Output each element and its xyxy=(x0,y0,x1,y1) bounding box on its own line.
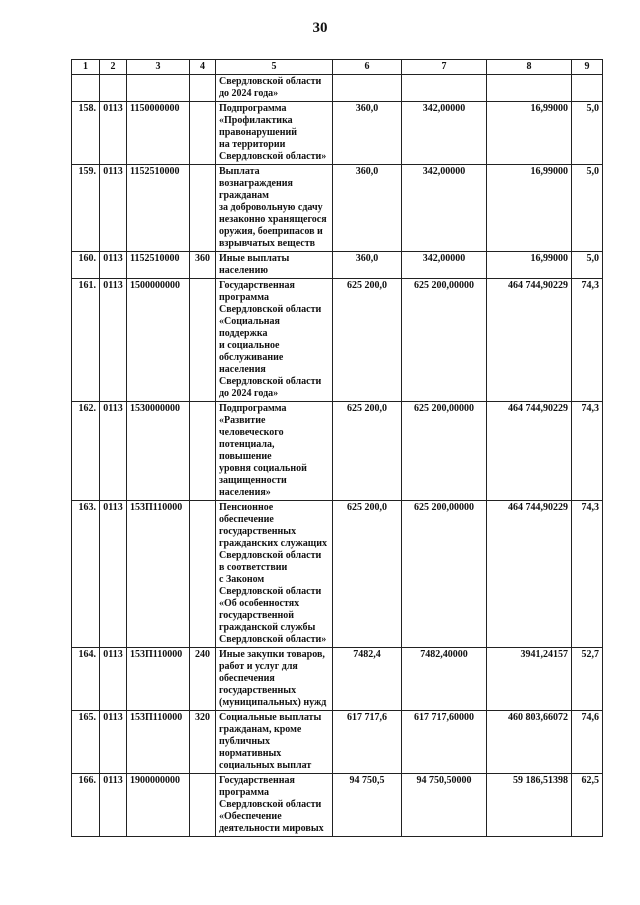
approved-amount: 342,00000 xyxy=(402,252,487,279)
approved-amount: 625 200,00000 xyxy=(402,279,487,402)
table-row xyxy=(72,501,603,648)
row-number: 161. xyxy=(72,279,100,402)
target-code: 1900000000 xyxy=(127,774,190,837)
planned-amount: 625 200,0 xyxy=(333,501,402,648)
section-code: 0113 xyxy=(100,501,127,648)
expense-type xyxy=(190,102,216,165)
target-code xyxy=(127,75,190,102)
executed-amount: 464 744,90229 xyxy=(487,402,572,501)
section-code: 0113 xyxy=(100,774,127,837)
table-row xyxy=(72,102,603,165)
page-number: 30 xyxy=(312,20,328,36)
section-code xyxy=(100,75,127,102)
expense-type: 320 xyxy=(190,711,216,774)
section-code: 0113 xyxy=(100,252,127,279)
item-name: Социальные выплаты гражданам, кроме публичных нормативных социальных выплат xyxy=(216,711,333,774)
execution-percent: 62,5 xyxy=(572,774,603,837)
item-name: Иные закупки товаров, работ и услуг для обеспечения государственных (муниципальных) нужд xyxy=(216,648,333,711)
item-name: Государственная программа Свердловской области «Социальная поддержка и социальное обслуживание населения Свердловской области до 2024 года» xyxy=(216,279,333,402)
executed-amount: 464 744,90229 xyxy=(487,501,572,648)
approved-amount xyxy=(402,75,487,102)
planned-amount: 625 200,0 xyxy=(333,402,402,501)
table-row xyxy=(72,648,603,711)
approved-amount: 94 750,50000 xyxy=(402,774,487,837)
item-name: Государственная программа Свердловской области «Обеспечение деятельности мировых xyxy=(216,774,333,837)
table-row xyxy=(72,774,603,837)
item-name: Пенсионное обеспечение государственных гражданских служащих Свердловской области в соответствии с Законом Свердловской области «Об особенностях государственной гражданской службы Свердловской области» xyxy=(216,501,333,648)
expense-type xyxy=(190,501,216,648)
column-header: 8 xyxy=(487,60,572,75)
expense-type xyxy=(190,75,216,102)
target-code: 153П110000 xyxy=(127,501,190,648)
planned-amount: 7482,4 xyxy=(333,648,402,711)
section-code: 0113 xyxy=(100,402,127,501)
item-name: Подпрограмма «Профилактика правонарушений на территории Свердловской области» xyxy=(216,102,333,165)
approved-amount: 342,00000 xyxy=(402,102,487,165)
row-number: 159. xyxy=(72,165,100,252)
execution-percent: 5,0 xyxy=(572,102,603,165)
target-code: 1152510000 xyxy=(127,252,190,279)
target-code: 153П110000 xyxy=(127,648,190,711)
executed-amount xyxy=(487,75,572,102)
executed-amount: 59 186,51398 xyxy=(487,774,572,837)
executed-amount: 3941,24157 xyxy=(487,648,572,711)
expense-type xyxy=(190,165,216,252)
table-row xyxy=(72,711,603,774)
section-code: 0113 xyxy=(100,165,127,252)
column-header: 2 xyxy=(100,60,127,75)
table-row xyxy=(72,165,603,252)
row-number: 165. xyxy=(72,711,100,774)
column-header: 3 xyxy=(127,60,190,75)
approved-amount: 617 717,60000 xyxy=(402,711,487,774)
execution-percent: 5,0 xyxy=(572,165,603,252)
row-number: 166. xyxy=(72,774,100,837)
item-name: Свердловской области до 2024 года» xyxy=(216,75,333,102)
table-header-row xyxy=(72,60,603,75)
item-name: Иные выплаты населению xyxy=(216,252,333,279)
executed-amount: 16,99000 xyxy=(487,165,572,252)
executed-amount: 16,99000 xyxy=(487,252,572,279)
planned-amount: 94 750,5 xyxy=(333,774,402,837)
target-code: 1500000000 xyxy=(127,279,190,402)
planned-amount: 617 717,6 xyxy=(333,711,402,774)
approved-amount: 625 200,00000 xyxy=(402,402,487,501)
executed-amount: 464 744,90229 xyxy=(487,279,572,402)
execution-percent: 74,3 xyxy=(572,402,603,501)
execution-percent: 5,0 xyxy=(572,252,603,279)
planned-amount: 360,0 xyxy=(333,165,402,252)
row-number: 158. xyxy=(72,102,100,165)
section-code: 0113 xyxy=(100,648,127,711)
row-number xyxy=(72,75,100,102)
approved-amount: 7482,40000 xyxy=(402,648,487,711)
column-header: 6 xyxy=(333,60,402,75)
expense-type: 360 xyxy=(190,252,216,279)
section-code: 0113 xyxy=(100,279,127,402)
table-row xyxy=(72,402,603,501)
item-name: Подпрограмма «Развитие человеческого потенциала, повышение уровня социальной защищенности населения» xyxy=(216,402,333,501)
planned-amount: 625 200,0 xyxy=(333,279,402,402)
row-number: 164. xyxy=(72,648,100,711)
planned-amount: 360,0 xyxy=(333,252,402,279)
column-header: 1 xyxy=(72,60,100,75)
target-code: 1530000000 xyxy=(127,402,190,501)
executed-amount: 460 803,66072 xyxy=(487,711,572,774)
section-code: 0113 xyxy=(100,711,127,774)
target-code: 1152510000 xyxy=(127,165,190,252)
execution-percent: 74,6 xyxy=(572,711,603,774)
row-number: 160. xyxy=(72,252,100,279)
budget-table xyxy=(71,59,603,837)
execution-percent: 74,3 xyxy=(572,279,603,402)
expense-type xyxy=(190,279,216,402)
table-row xyxy=(72,279,603,402)
row-number: 162. xyxy=(72,402,100,501)
table-body xyxy=(72,75,603,837)
planned-amount: 360,0 xyxy=(333,102,402,165)
column-header: 9 xyxy=(572,60,603,75)
target-code: 1150000000 xyxy=(127,102,190,165)
expense-type xyxy=(190,774,216,837)
execution-percent: 74,3 xyxy=(572,501,603,648)
column-header: 4 xyxy=(190,60,216,75)
approved-amount: 625 200,00000 xyxy=(402,501,487,648)
table-row xyxy=(72,75,603,102)
table-row xyxy=(72,252,603,279)
column-header: 5 xyxy=(216,60,333,75)
approved-amount: 342,00000 xyxy=(402,165,487,252)
column-header: 7 xyxy=(402,60,487,75)
target-code: 153П110000 xyxy=(127,711,190,774)
expense-type: 240 xyxy=(190,648,216,711)
execution-percent: 52,7 xyxy=(572,648,603,711)
expense-type xyxy=(190,402,216,501)
row-number: 163. xyxy=(72,501,100,648)
item-name: Выплата вознаграждения гражданам за добровольную сдачу незаконно хранящегося оружия, боеприпасов и взрывчатых веществ xyxy=(216,165,333,252)
executed-amount: 16,99000 xyxy=(487,102,572,165)
execution-percent xyxy=(572,75,603,102)
section-code: 0113 xyxy=(100,102,127,165)
planned-amount xyxy=(333,75,402,102)
